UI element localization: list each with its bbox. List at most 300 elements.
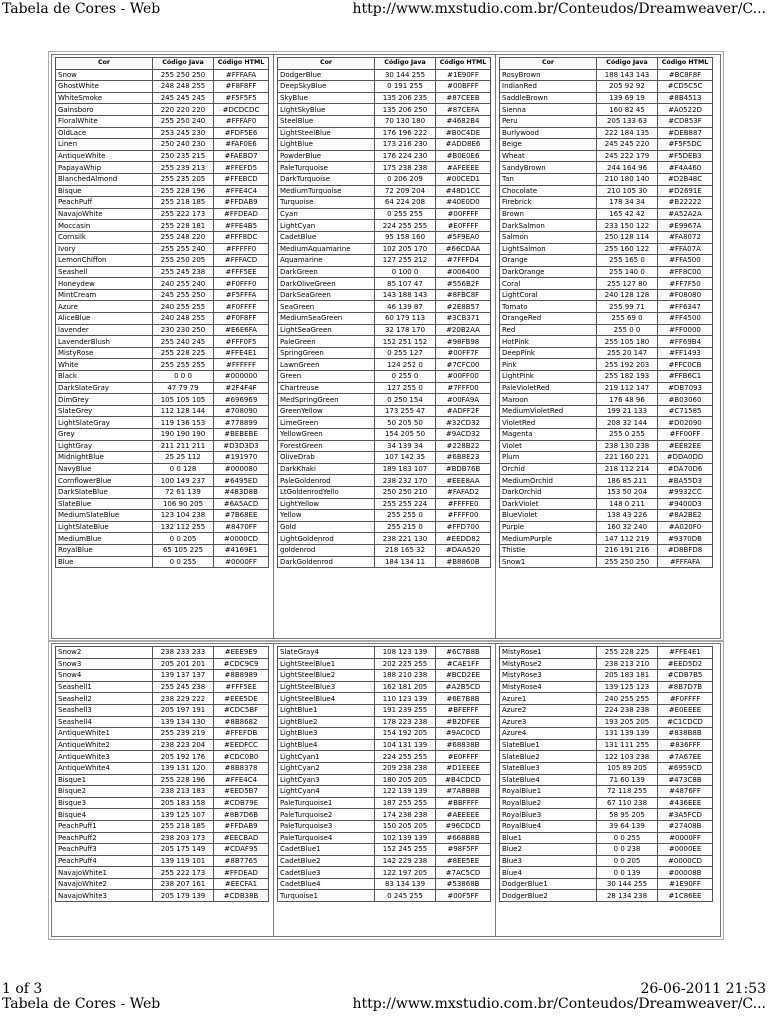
- html-code-cell: #CDB38B: [214, 890, 269, 902]
- table-row: [278, 81, 491, 93]
- html-code-cell: #9370DB: [658, 533, 713, 545]
- table-row: [56, 475, 269, 487]
- table-row: [278, 127, 491, 139]
- html-code-cell: #EEDFCC: [214, 739, 269, 751]
- table-row: [56, 820, 269, 832]
- html-code-cell: #B0C4DE: [436, 127, 491, 139]
- java-code-cell: 238 229 222: [153, 693, 214, 705]
- color-name-cell: Aquamarine: [278, 255, 375, 267]
- color-name-cell: Bisque4: [56, 809, 153, 821]
- table-row: [500, 797, 713, 809]
- table-row: [56, 266, 269, 278]
- html-code-cell: #00FF00: [436, 371, 491, 383]
- html-code-cell: #C71585: [658, 405, 713, 417]
- table-row: [500, 658, 713, 670]
- java-code-cell: 255 99 71: [597, 301, 658, 313]
- html-code-cell: #EEDD82: [436, 533, 491, 545]
- java-code-cell: 138 43 226: [597, 510, 658, 522]
- table-row: [56, 429, 269, 441]
- java-code-cell: 240 255 240: [153, 278, 214, 290]
- java-code-cell: 50 205 50: [375, 417, 436, 429]
- table-row: [500, 197, 713, 209]
- color-name-cell: Orange: [500, 255, 597, 267]
- java-code-cell: 244 164 96: [597, 162, 658, 174]
- html-code-cell: #00CED1: [436, 173, 491, 185]
- color-name-cell: PeachPuff: [56, 197, 153, 209]
- color-name-cell: AntiqueWhite2: [56, 739, 153, 751]
- java-code-cell: 255 222 173: [153, 867, 214, 879]
- html-code-cell: #696969: [214, 394, 269, 406]
- color-name-cell: Sienna: [500, 104, 597, 116]
- html-code-cell: #B22222: [658, 197, 713, 209]
- color-name-cell: RoyalBlue4: [500, 820, 597, 832]
- color-name-cell: DodgerBlue: [278, 69, 375, 81]
- java-code-cell: 250 240 230: [153, 139, 214, 151]
- page-url: http://www.mxstudio.com.br/Conteudos/Dreamweaver/C...: [352, 1, 766, 17]
- html-code-cell: #FFFAF0: [214, 115, 269, 127]
- html-code-cell: #CDC5BF: [214, 704, 269, 716]
- java-code-cell: 135 206 250: [375, 104, 436, 116]
- table-row: [500, 69, 713, 81]
- table-row: [56, 693, 269, 705]
- table-row: [56, 878, 269, 890]
- table-row: [56, 255, 269, 267]
- table-row: [278, 115, 491, 127]
- html-code-cell: #8B7D6B: [214, 809, 269, 821]
- html-code-cell: #6C7B8B: [436, 647, 491, 659]
- color-name-cell: LightYellow: [278, 498, 375, 510]
- html-code-cell: #BCD2EE: [436, 670, 491, 682]
- color-name-cell: BlanchedAlmond: [56, 173, 153, 185]
- color-name-cell: PaleTurquoise1: [278, 797, 375, 809]
- html-code-cell: #F4A460: [658, 162, 713, 174]
- html-code-cell: #FF69B4: [658, 336, 713, 348]
- html-code-cell: #FA8072: [658, 231, 713, 243]
- table-row: [278, 313, 491, 325]
- html-code-cell: #4682B4: [436, 115, 491, 127]
- java-code-cell: 72 118 255: [597, 786, 658, 798]
- java-code-cell: 0 0 255: [597, 832, 658, 844]
- table-row: [278, 440, 491, 452]
- java-code-cell: 238 232 170: [375, 475, 436, 487]
- table-row: [500, 878, 713, 890]
- table-row: [500, 867, 713, 879]
- table-row: [278, 162, 491, 174]
- java-code-cell: 255 192 203: [597, 359, 658, 371]
- java-code-cell: 139 69 19: [597, 92, 658, 104]
- table-row: [56, 681, 269, 693]
- html-code-cell: #F0FFFF: [214, 301, 269, 313]
- color-name-cell: NavajoWhite: [56, 208, 153, 220]
- color-name-cell: Bisque1: [56, 774, 153, 786]
- table-row: [500, 521, 713, 533]
- table-row: [56, 289, 269, 301]
- table-row: [56, 486, 269, 498]
- color-name-cell: Snow4: [56, 670, 153, 682]
- color-name-cell: Blue: [56, 556, 153, 568]
- html-code-cell: #BEBEBE: [214, 429, 269, 441]
- table-row: [500, 762, 713, 774]
- color-name-cell: AntiqueWhite: [56, 150, 153, 162]
- color-name-cell: IndianRed: [500, 81, 597, 93]
- html-code-cell: #FFDEAD: [214, 208, 269, 220]
- color-name-cell: Pink: [500, 359, 597, 371]
- java-code-cell: 105 105 105: [153, 394, 214, 406]
- page-title: Tabela de Cores - Web: [2, 1, 161, 17]
- column-divider: [495, 55, 496, 638]
- table-row: [56, 498, 269, 510]
- java-code-cell: 238 207 161: [153, 878, 214, 890]
- color-name-cell: Honeydew: [56, 278, 153, 290]
- java-code-cell: 255 140 0: [597, 266, 658, 278]
- table-row: [56, 405, 269, 417]
- html-code-cell: #CDC9C9: [214, 658, 269, 670]
- html-code-cell: #FDF5E6: [214, 127, 269, 139]
- color-name-cell: LightCyan: [278, 220, 375, 232]
- color-name-cell: Salmon: [500, 231, 597, 243]
- color-name-cell: LightSlateBlue: [56, 521, 153, 533]
- table-row: [278, 533, 491, 545]
- html-code-cell: #B03060: [658, 394, 713, 406]
- color-name-cell: OliveDrab: [278, 452, 375, 464]
- java-code-cell: 240 255 255: [153, 301, 214, 313]
- color-name-cell: PaleTurquoise4: [278, 832, 375, 844]
- header-html: Código HTML: [214, 58, 269, 70]
- java-code-cell: 255 250 250: [153, 69, 214, 81]
- html-code-cell: #DEB887: [658, 127, 713, 139]
- java-code-cell: 189 183 107: [375, 463, 436, 475]
- html-code-cell: #0000EE: [658, 844, 713, 856]
- color-name-cell: Cornsilk: [56, 231, 153, 243]
- table-row: [500, 220, 713, 232]
- table-row: [278, 394, 491, 406]
- java-code-cell: 0 255 255: [375, 208, 436, 220]
- java-code-cell: 210 105 30: [597, 185, 658, 197]
- table-row: [56, 162, 269, 174]
- color-name-cell: Linen: [56, 139, 153, 151]
- table-row: [278, 510, 491, 522]
- color-name-cell: PeachPuff1: [56, 820, 153, 832]
- color-name-cell: DarkSlateGray: [56, 382, 153, 394]
- table-row: [56, 844, 269, 856]
- table-row: [500, 313, 713, 325]
- java-code-cell: 147 112 219: [597, 533, 658, 545]
- html-code-cell: #87CEEB: [436, 92, 491, 104]
- table-row: [500, 751, 713, 763]
- color-table-section-2: [51, 643, 721, 937]
- html-code-cell: #FF8C00: [658, 266, 713, 278]
- table-row: [56, 751, 269, 763]
- html-code-cell: #9932CC: [658, 486, 713, 498]
- java-code-cell: 139 131 120: [153, 762, 214, 774]
- html-code-cell: #4169E1: [214, 544, 269, 556]
- java-code-cell: 255 235 205: [153, 173, 214, 185]
- html-code-cell: #000080: [214, 463, 269, 475]
- html-code-cell: #E0FFFF: [436, 220, 491, 232]
- html-code-cell: #48D1CC: [436, 185, 491, 197]
- table-row: [500, 347, 713, 359]
- color-name-cell: OldLace: [56, 127, 153, 139]
- html-code-cell: #556B2F: [436, 278, 491, 290]
- table-row: [278, 832, 491, 844]
- java-code-cell: 0 206 209: [375, 173, 436, 185]
- table-row: [278, 220, 491, 232]
- java-code-cell: 71 60 139: [597, 774, 658, 786]
- java-code-cell: 255 255 0: [375, 510, 436, 522]
- table-row: [278, 371, 491, 383]
- color-name-cell: RoyalBlue: [56, 544, 153, 556]
- html-code-cell: #8A2BE2: [658, 510, 713, 522]
- table-row: [278, 197, 491, 209]
- html-code-cell: #0000CD: [214, 533, 269, 545]
- table-row: [500, 693, 713, 705]
- color-name-cell: Snow: [56, 69, 153, 81]
- color-name-cell: LightSteelBlue1: [278, 658, 375, 670]
- java-code-cell: 108 123 139: [375, 647, 436, 659]
- table-row: [500, 510, 713, 522]
- java-code-cell: 255 250 205: [153, 255, 214, 267]
- java-code-cell: 190 190 190: [153, 429, 214, 441]
- color-name-cell: PaleTurquoise2: [278, 809, 375, 821]
- color-name-cell: MintCream: [56, 289, 153, 301]
- table-row: [500, 670, 713, 682]
- html-code-cell: #AEEEEE: [436, 809, 491, 821]
- html-code-cell: #A020F0: [658, 521, 713, 533]
- java-code-cell: 211 211 211: [153, 440, 214, 452]
- table-row: [500, 647, 713, 659]
- java-code-cell: 178 223 238: [375, 716, 436, 728]
- html-code-cell: #0000CD: [658, 855, 713, 867]
- table-row: [278, 681, 491, 693]
- table-row: [278, 139, 491, 151]
- java-code-cell: 238 203 173: [153, 832, 214, 844]
- html-code-cell: #98FB98: [436, 336, 491, 348]
- html-code-cell: #FFFAFA: [658, 556, 713, 568]
- table-row: [278, 498, 491, 510]
- column-divider: [273, 644, 274, 936]
- color-name-cell: CadetBlue4: [278, 878, 375, 890]
- color-name-cell: AntiqueWhite4: [56, 762, 153, 774]
- java-code-cell: 188 210 238: [375, 670, 436, 682]
- table-row: [56, 92, 269, 104]
- color-name-cell: DarkSlateBlue: [56, 486, 153, 498]
- html-code-cell: #7FFFD4: [436, 255, 491, 267]
- color-name-cell: DimGrey: [56, 394, 153, 406]
- color-name-cell: MedSpringGreen: [278, 394, 375, 406]
- column-divider: [495, 644, 496, 936]
- color-name-cell: Snow1: [500, 556, 597, 568]
- java-code-cell: 255 218 185: [153, 197, 214, 209]
- table-header-row: [500, 58, 713, 70]
- java-code-cell: 173 216 230: [375, 139, 436, 151]
- html-code-cell: #D1EEEE: [436, 762, 491, 774]
- java-code-cell: 245 245 245: [153, 92, 214, 104]
- html-code-cell: #ADFF2F: [436, 405, 491, 417]
- table-row: [500, 324, 713, 336]
- color-name-cell: Chartreuse: [278, 382, 375, 394]
- java-code-cell: 205 179 139: [153, 890, 214, 902]
- html-code-cell: #BBFFFF: [436, 797, 491, 809]
- table-row: [56, 544, 269, 556]
- color-name-cell: SlateBlue: [56, 498, 153, 510]
- color-name-cell: Maroon: [500, 394, 597, 406]
- color-name-cell: MistyRose1: [500, 647, 597, 659]
- html-code-cell: #00FF7F: [436, 347, 491, 359]
- color-name-cell: HotPink: [500, 336, 597, 348]
- table-row: [278, 92, 491, 104]
- java-code-cell: 238 213 183: [153, 786, 214, 798]
- color-name-cell: DarkSalmon: [500, 220, 597, 232]
- java-code-cell: 255 0 255: [597, 429, 658, 441]
- html-code-cell: #E0EEEE: [658, 704, 713, 716]
- color-name-cell: PaleTurquoise: [278, 162, 375, 174]
- html-code-cell: #8B8989: [214, 670, 269, 682]
- html-code-cell: #EED5D2: [658, 658, 713, 670]
- table-row: [278, 231, 491, 243]
- color-name-cell: LightCyan2: [278, 762, 375, 774]
- color-name-cell: Azure2: [500, 704, 597, 716]
- color-name-cell: Chocolate: [500, 185, 597, 197]
- table-row: [500, 440, 713, 452]
- html-code-cell: #7AC5CD: [436, 867, 491, 879]
- java-code-cell: 255 215 0: [375, 521, 436, 533]
- color-name-cell: RosyBrown: [500, 69, 597, 81]
- color-name-cell: SlateGray4: [278, 647, 375, 659]
- color-name-cell: Grey: [56, 429, 153, 441]
- color-name-cell: CadetBlue1: [278, 844, 375, 856]
- html-code-cell: #FFFAFA: [214, 69, 269, 81]
- html-code-cell: #FFA07A: [658, 243, 713, 255]
- color-name-cell: DarkGoldenrod: [278, 556, 375, 568]
- java-code-cell: 250 250 210: [375, 486, 436, 498]
- java-code-cell: 180 205 205: [375, 774, 436, 786]
- html-code-cell: #96CDCD: [436, 820, 491, 832]
- java-code-cell: 28 134 238: [597, 890, 658, 902]
- table-row: [278, 751, 491, 763]
- html-code-cell: #00FFFF: [436, 208, 491, 220]
- color-table: [499, 646, 713, 902]
- java-code-cell: 0 245 255: [375, 890, 436, 902]
- table-row: [278, 266, 491, 278]
- java-code-cell: 224 238 238: [597, 704, 658, 716]
- table-header-row: [56, 58, 269, 70]
- color-name-cell: LightSteelBlue2: [278, 670, 375, 682]
- table-row: [278, 786, 491, 798]
- java-code-cell: 106 90 205: [153, 498, 214, 510]
- java-code-cell: 233 150 122: [597, 220, 658, 232]
- color-table: [55, 646, 269, 902]
- table-row: [278, 521, 491, 533]
- color-name-cell: Plum: [500, 452, 597, 464]
- html-code-cell: #FFE4E1: [214, 347, 269, 359]
- html-code-cell: #B4CDCD: [436, 774, 491, 786]
- java-code-cell: 162 181 205: [375, 681, 436, 693]
- color-name-cell: CadetBlue2: [278, 855, 375, 867]
- html-code-cell: #FAFAD2: [436, 486, 491, 498]
- java-code-cell: 64 224 208: [375, 197, 436, 209]
- table-row: [278, 647, 491, 659]
- color-name-cell: WhiteSmoke: [56, 92, 153, 104]
- html-code-cell: #8B4513: [658, 92, 713, 104]
- java-code-cell: 39 64 139: [597, 820, 658, 832]
- table-row: [56, 69, 269, 81]
- html-code-cell: #8EE5EE: [436, 855, 491, 867]
- java-code-cell: 255 160 122: [597, 243, 658, 255]
- color-name-cell: MediumSeaGreen: [278, 313, 375, 325]
- color-name-cell: LightCyan3: [278, 774, 375, 786]
- table-row: [56, 855, 269, 867]
- java-code-cell: 105 89 205: [597, 762, 658, 774]
- color-name-cell: MistyRose2: [500, 658, 597, 670]
- java-code-cell: 139 119 101: [153, 855, 214, 867]
- html-code-cell: #FFF5EE: [214, 266, 269, 278]
- java-code-cell: 187 255 255: [375, 797, 436, 809]
- java-code-cell: 165 42 42: [597, 208, 658, 220]
- color-name-cell: DeepSkyBlue: [278, 81, 375, 93]
- color-name-cell: LightCyan1: [278, 751, 375, 763]
- java-code-cell: 175 238 238: [375, 162, 436, 174]
- html-code-cell: #473C8B: [658, 774, 713, 786]
- table-row: [500, 429, 713, 441]
- header-cor: Cor: [56, 58, 153, 70]
- java-code-cell: 132 112 255: [153, 521, 214, 533]
- html-code-cell: #20B2AA: [436, 324, 491, 336]
- java-code-cell: 255 0 0: [597, 324, 658, 336]
- java-code-cell: 184 134 11: [375, 556, 436, 568]
- color-name-cell: LightBlue1: [278, 704, 375, 716]
- color-name-cell: LimeGreen: [278, 417, 375, 429]
- color-name-cell: LawnGreen: [278, 359, 375, 371]
- color-table: [499, 57, 713, 568]
- html-code-cell: #FAEBD7: [214, 150, 269, 162]
- java-code-cell: 154 205 50: [375, 429, 436, 441]
- table-row: [278, 417, 491, 429]
- java-code-cell: 112 128 144: [153, 405, 214, 417]
- java-code-cell: 238 233 233: [153, 647, 214, 659]
- table-row: [500, 150, 713, 162]
- table-row: [56, 533, 269, 545]
- color-name-cell: goldenrod: [278, 544, 375, 556]
- table-row: [278, 278, 491, 290]
- table-row: [278, 243, 491, 255]
- java-code-cell: 255 228 225: [597, 647, 658, 659]
- table-row: [56, 867, 269, 879]
- color-name-cell: Snow3: [56, 658, 153, 670]
- java-code-cell: 67 110 238: [597, 797, 658, 809]
- table-row: [56, 127, 269, 139]
- header-cor: Cor: [278, 58, 375, 70]
- html-code-cell: #00F5FF: [436, 890, 491, 902]
- color-name-cell: MediumTurquoise: [278, 185, 375, 197]
- table-body: [500, 647, 713, 902]
- java-code-cell: 245 255 250: [153, 289, 214, 301]
- html-code-cell: #2F4F4F: [214, 382, 269, 394]
- html-code-cell: #6A5ACD: [214, 498, 269, 510]
- table-row: [500, 809, 713, 821]
- java-code-cell: 255 228 196: [153, 185, 214, 197]
- java-code-cell: 173 255 47: [375, 405, 436, 417]
- java-code-cell: 0 0 128: [153, 463, 214, 475]
- java-code-cell: 191 239 255: [375, 704, 436, 716]
- html-code-cell: #66CDAA: [436, 243, 491, 255]
- table-row: [500, 716, 713, 728]
- java-code-cell: 47 79 79: [153, 382, 214, 394]
- color-name-cell: LightSlateGray: [56, 417, 153, 429]
- color-name-cell: SlateGrey: [56, 405, 153, 417]
- java-code-cell: 176 196 222: [375, 127, 436, 139]
- html-code-cell: #EEE5DE: [214, 693, 269, 705]
- java-code-cell: 102 139 139: [375, 832, 436, 844]
